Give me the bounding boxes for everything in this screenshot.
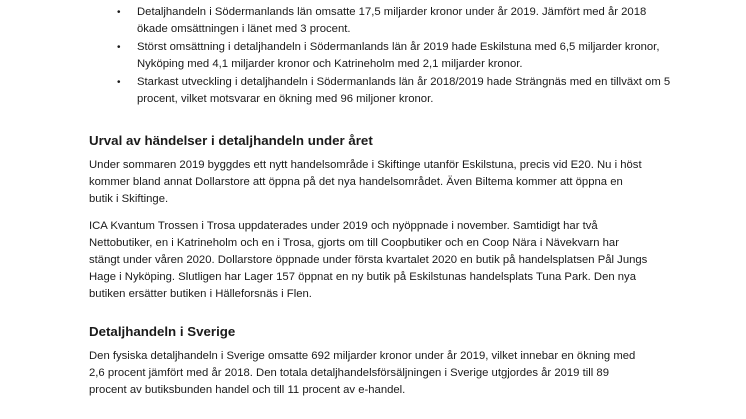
bullet-text: Starkast utveckling i detaljhandeln i Södermanlands län år 2018/2019 hade Strängnäs med en tillväxt om 5 procent, vilket motsvarar en ökning med 96 miljoner kronor. bbox=[137, 76, 671, 105]
bullet-item bbox=[117, 4, 677, 38]
bullet-icon: • bbox=[117, 7, 121, 18]
bullet-icon: • bbox=[117, 42, 121, 53]
paragraph-sweden-retail: Den fysiska detaljhandeln i Sverige omsatte 692 miljarder kronor under år 2019, vilket innebar en ökning med 2,6 procent jämfört med år 2018. Den totala detaljhandelsförsäljningen i Sverige utgjordes år 2019 till 89 procent av butiksbunden handel och till 11 procent av e-handel. bbox=[89, 350, 636, 396]
paragraph-store-changes: ICA Kvantum Trossen i Trosa uppdaterades under 2019 och nyöppnade i november. Samtidigt har två Nettobutiker, en i Katrineholm och en i Trosa, gjorts om till Coopbutiker och en Coop Nära i Nävekvarn har stängt under våren 2020. Dollarstore öppnade under första kvartalet 2020 en butik på handelsplatsen Pål Jungs Hage i Nyköping. Slutligen har Lager 157 öppnat en ny butik på Eskilstunas handelsplats Tuna Park. Den nya butiken ersätter butiken i Hälleforsnäs i Flen. bbox=[89, 220, 648, 300]
section-heading-events: Urval av händelser i detaljhandeln under året bbox=[89, 133, 373, 148]
bullet-item bbox=[117, 39, 677, 73]
bullet-item bbox=[117, 74, 677, 108]
bullet-text: Störst omsättning i detaljhandeln i Södermanlands län år 2019 hade Eskilstuna med 6,5 miljarder kronor, Nyköping med 4,1 miljarder kronor och Katrineholm med 2,1 miljarder kronor. bbox=[137, 41, 660, 70]
bullet-icon: • bbox=[117, 77, 121, 88]
paragraph-skiftinge: Under sommaren 2019 byggdes ett nytt handelsområde i Skiftinge utanför Eskilstuna, precis vid E20. Nu i höst kommer bland annat Dollarstore att öppna på det nya handelsområdet. Även Biltema kommer att öppna en butik i Skiftinge. bbox=[89, 159, 642, 205]
section-heading-sweden: Detaljhandeln i Sverige bbox=[89, 324, 236, 339]
bullet-text: Detaljhandeln i Södermanlands län omsatte 17,5 miljarder kronor under år 2019. Jämfört med år 2018 ökade omsättningen i länet med 3 procent. bbox=[137, 6, 647, 35]
summary-bullet-list bbox=[117, 4, 677, 108]
